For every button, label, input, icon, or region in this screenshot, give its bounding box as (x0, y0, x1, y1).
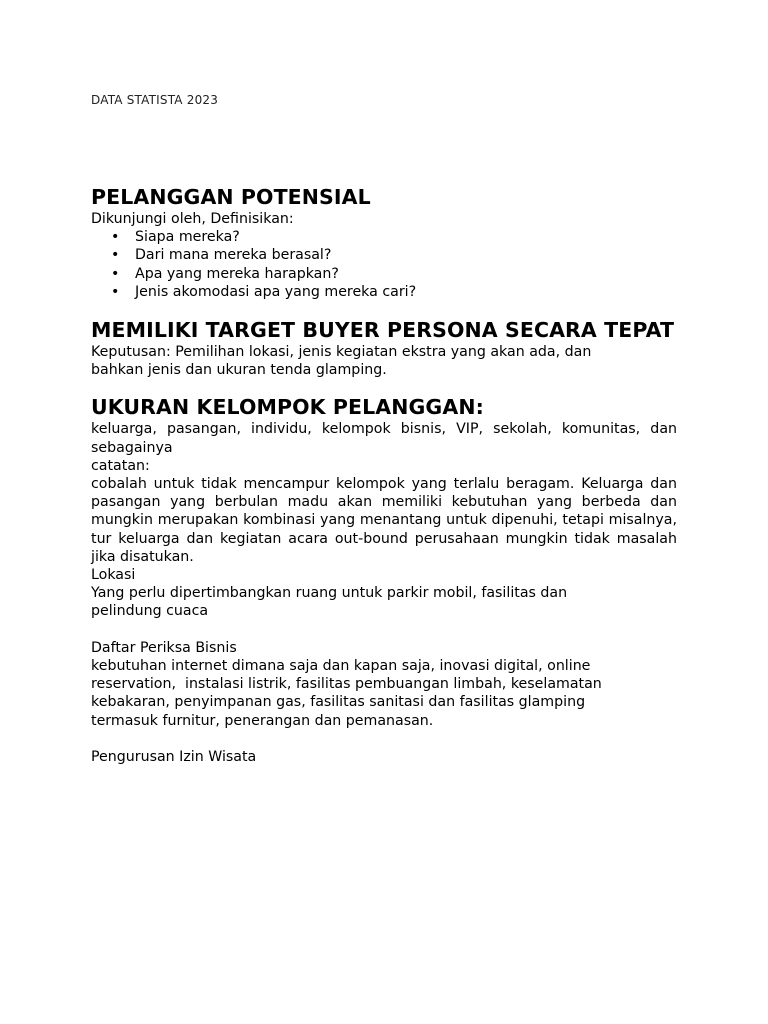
bullet-icon: • (111, 229, 120, 246)
document-content (91, 185, 677, 766)
bullet-icon: • (111, 265, 120, 282)
checklist-line-3: kebakaran, penyimpanan gas, fasilitas sanitasi dan fasilitas glamping (91, 694, 586, 711)
checklist-line-2: reservation, instalasi listrik, fasilitas pembuangan limbah, keselamatan (91, 676, 602, 693)
decision-line-2: bahkan jenis dan ukuran tenda glamping. (91, 362, 387, 379)
location-line-1: Yang perlu dipertimbangkan ruang untuk parkir mobil, fasilitas dan (91, 585, 568, 602)
checklist-line-1: kebutuhan internet dimana saja dan kapan saja, inovasi digital, online (91, 658, 591, 675)
section-title-potential-customers: PELANGGAN POTENSIAL (91, 185, 371, 209)
customer-groups-text: keluarga, pasangan, individu, kelompok bisnis, VIP, sekolah, komunitas, dan sebagainya (91, 421, 677, 456)
location-line-2: pelindung cuaca (91, 603, 209, 620)
paragraph-gap (91, 730, 677, 748)
list-item-text: Jenis akomodasi apa yang mereka cari? (135, 283, 417, 300)
bullet-icon: • (111, 283, 120, 300)
list-item-text: Siapa mereka? (135, 229, 240, 246)
list-item (111, 283, 677, 301)
header-note: DATA STATISTA 2023 (91, 93, 219, 107)
section-title-group-size: UKURAN KELOMPOK PELANGGAN: (91, 395, 484, 420)
note-text: cobalah untuk tidak mencampur kelompok yang terlalu beragam. Keluarga dan pasangan yang berbulan madu akan memiliki kebutuhan yang berbeda dan mungkin merupakan kombinasi yang menantang untuk dipenuhi, tetapi misalnya, tur keluarga dan kegiatan acara out-bound perusahaan mungkin tidak masalah jika disatukan. (91, 476, 677, 565)
paragraph-gap (91, 621, 677, 639)
section-buyer-persona (91, 318, 677, 379)
note-label: catatan: (91, 457, 150, 474)
list-item (111, 228, 677, 246)
section-title-buyer-persona: MEMILIKI TARGET BUYER PERSONA SECARA TEPAT (91, 318, 675, 343)
checklist-label: Daftar Periksa Bisnis (91, 639, 237, 656)
question-list (91, 228, 677, 301)
list-item-text: Dari mana mereka berasal? (135, 247, 332, 264)
decision-line-1: Keputusan: Pemilihan lokasi, jenis kegiatan ekstra yang akan ada, dan (91, 344, 592, 361)
location-label: Lokasi (91, 567, 136, 584)
permit-label: Pengurusan Izin Wisata (91, 749, 257, 766)
section-intro: Dikunjungi oleh, Definisikan: (91, 211, 294, 227)
list-item-text: Apa yang mereka harapkan? (135, 265, 339, 282)
list-item (111, 265, 677, 283)
section-potential-customers (91, 185, 677, 301)
bullet-icon: • (111, 247, 120, 264)
section-group-size (91, 395, 677, 766)
list-item (111, 246, 677, 264)
checklist-line-4: termasuk furnitur, penerangan dan pemanasan. (91, 712, 434, 729)
